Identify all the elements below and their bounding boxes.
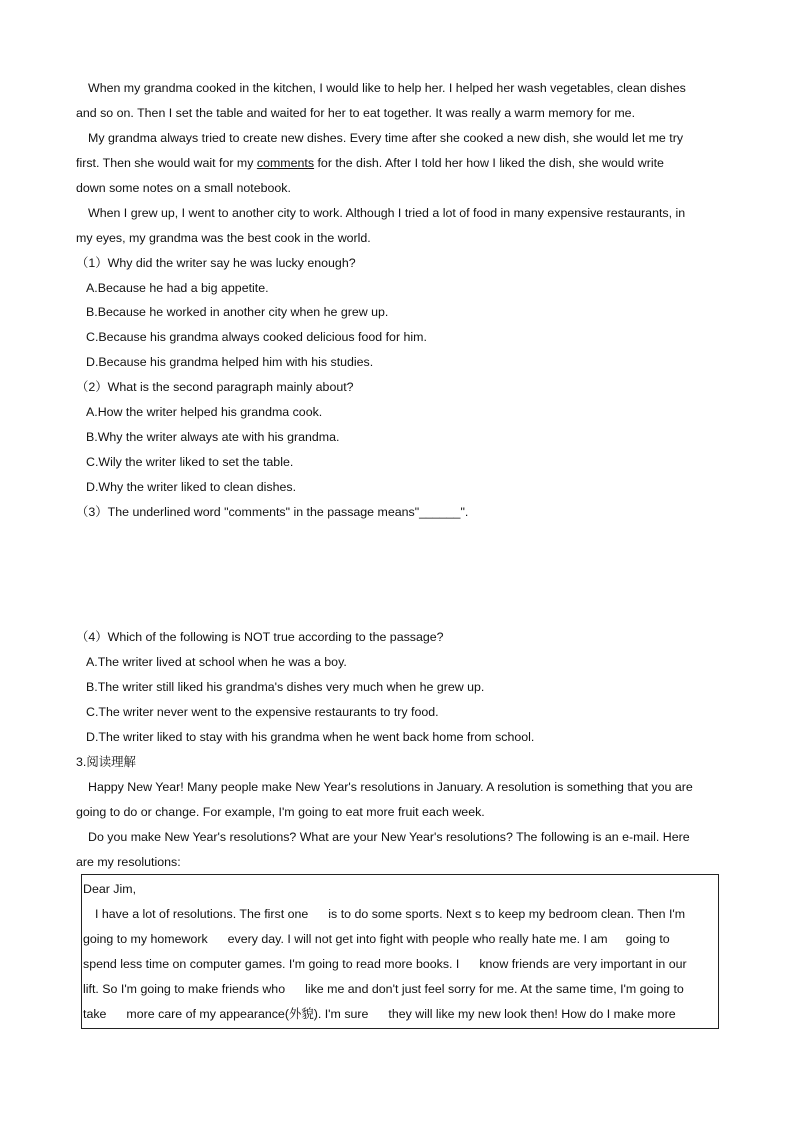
passage-p1-line2: and so on. Then I set the table and waited for her to eat together. It was really a warm memory for me. bbox=[76, 106, 636, 120]
question-2-option-b: B.Why the writer always ate with his grandma. bbox=[86, 430, 340, 444]
question-3-stem: （3）The underlined word "comments" in the passage means"______". bbox=[76, 505, 469, 519]
email-line-1-part-a: I have a lot of resolutions. The first one bbox=[95, 907, 309, 921]
email-line-2-part-c: going to bbox=[625, 932, 670, 946]
underlined-word-comments: comments bbox=[256, 156, 315, 170]
question-2-option-c: C.Wily the writer liked to set the table. bbox=[86, 455, 294, 469]
email-line-2 bbox=[83, 927, 717, 952]
question-1-option-b: B.Because he worked in another city when he grew up. bbox=[86, 305, 389, 319]
email-greeting: Dear Jim, bbox=[83, 882, 137, 896]
email-line-5-part-a: take bbox=[83, 1007, 107, 1021]
email-line-4 bbox=[83, 977, 717, 1002]
passage-p2-line1: My grandma always tried to create new dishes. Every time after she cooked a new dish, she would let me try bbox=[88, 131, 684, 145]
passage-p1-line1: When my grandma cooked in the kitchen, I would like to help her. I helped her wash vegetables, clean dishes bbox=[88, 81, 686, 95]
email-line-5-part-c: they will like my new look then! How do I make more bbox=[388, 1007, 676, 1021]
passage-p2-line2-pre: first. Then she would wait for my bbox=[76, 156, 257, 170]
question-1-option-c: C.Because his grandma always cooked delicious food for him. bbox=[86, 330, 427, 344]
section-3-p2-line1: Do you make New Year's resolutions? What are your New Year's resolutions? The following is an e-mail. Here bbox=[88, 830, 690, 844]
email-line-2-part-b: every day. I will not get into fight with people who really hate me. I am bbox=[227, 932, 608, 946]
question-4-option-b: B.The writer still liked his grandma's dishes very much when he grew up. bbox=[86, 680, 485, 694]
question-1-option-d: D.Because his grandma helped him with his studies. bbox=[86, 355, 374, 369]
email-line-1-part-b: is to do some sports. Next s to keep my bedroom clean. Then I'm bbox=[328, 907, 686, 921]
question-4-option-d: D.The writer liked to stay with his grandma when he went back home from school. bbox=[86, 730, 535, 744]
email-line-3-part-a: spend less time on computer games. I'm going to read more books. I bbox=[83, 957, 460, 971]
passage-p3-line1: When I grew up, I went to another city to work. Although I tried a lot of food in many expensive restaurants, in bbox=[88, 206, 686, 220]
question-4-option-a: A.The writer lived at school when he was a boy. bbox=[86, 655, 347, 669]
passage-p2-line2 bbox=[76, 151, 726, 176]
question-4-option-c: C.The writer never went to the expensive restaurants to try food. bbox=[86, 705, 439, 719]
email-line-1 bbox=[83, 902, 729, 927]
question-1-option-a: A.Because he had a big appetite. bbox=[86, 281, 269, 295]
section-3-p1-line1: Happy New Year! Many people make New Year's resolutions in January. A resolution is something that you are bbox=[88, 780, 693, 794]
section-3-p1-line2: going to do or change. For example, I'm going to eat more fruit each week. bbox=[76, 805, 485, 819]
passage-p2-line2-post: for the dish. After I told her how I liked the dish, she would write bbox=[314, 156, 664, 170]
question-2-stem: （2）What is the second paragraph mainly about? bbox=[76, 380, 354, 394]
email-line-2-part-a: going to my homework bbox=[83, 932, 208, 946]
email-line-5 bbox=[83, 1002, 717, 1027]
email-line-4-part-b: like me and don't just feel sorry for me. At the same time, I'm going to bbox=[305, 982, 684, 996]
question-4-stem: （4）Which of the following is NOT true according to the passage? bbox=[76, 630, 444, 644]
question-2-option-a: A.How the writer helped his grandma cook. bbox=[86, 405, 323, 419]
email-line-5-part-b: more care of my appearance(外貌). I'm sure bbox=[126, 1007, 369, 1021]
passage-p3-line2: my eyes, my grandma was the best cook in the world. bbox=[76, 231, 371, 245]
email-line-3-part-b: know friends are very important in our bbox=[479, 957, 687, 971]
section-3-heading: 3.阅读理解 bbox=[76, 755, 136, 769]
section-3-p2-line2: are my resolutions: bbox=[76, 855, 181, 869]
email-line-3 bbox=[83, 952, 717, 977]
email-line-4-part-a: lift. So I'm going to make friends who bbox=[83, 982, 286, 996]
passage-p2-line3: down some notes on a small notebook. bbox=[76, 181, 291, 195]
question-2-option-d: D.Why the writer liked to clean dishes. bbox=[86, 480, 297, 494]
question-1-stem: （1）Why did the writer say he was lucky enough? bbox=[76, 256, 356, 270]
